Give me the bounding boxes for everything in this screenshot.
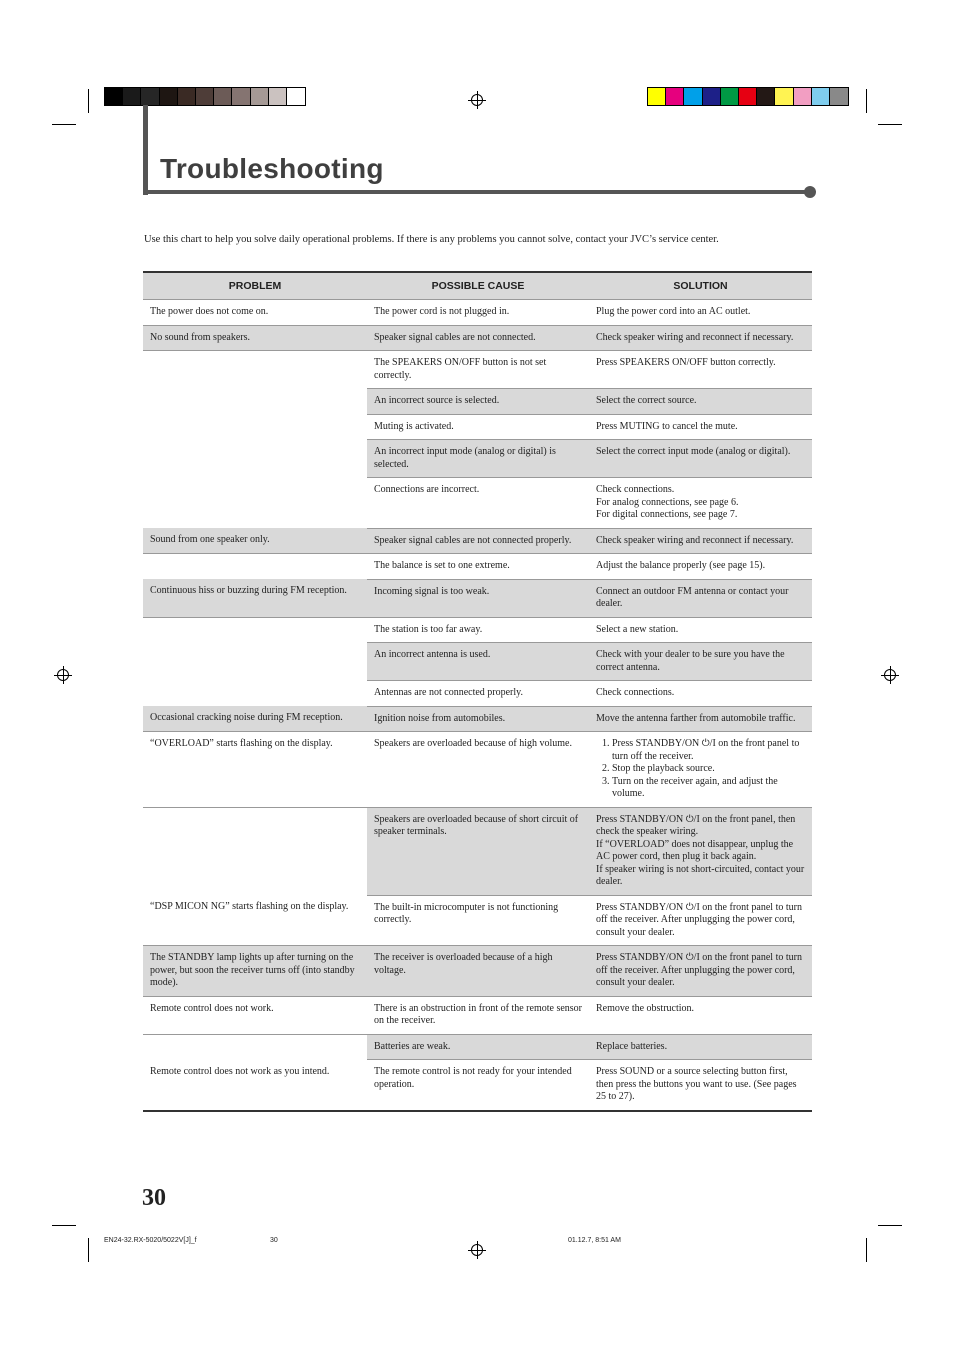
cause-cell: Antennas are not connected properly. — [367, 681, 589, 707]
color-swatch — [684, 88, 702, 105]
crop-mark — [88, 89, 89, 113]
solution-cell: Press SOUND or a source selecting button first, then press the buttons you want to use. (See pages 25 to 27). — [589, 1060, 812, 1111]
solution-cell — [589, 478, 812, 529]
registration-mark-icon — [468, 91, 486, 109]
page-number: 30 — [142, 1185, 166, 1211]
solution-cell: Adjust the balance properly (see page 15). — [589, 554, 812, 580]
color-swatch — [232, 88, 250, 105]
problem-cell: Sound from one speaker only. — [143, 528, 367, 554]
registration-mark-icon — [881, 666, 899, 684]
title-frame-left — [143, 105, 148, 195]
cause-cell: An incorrect source is selected. — [367, 389, 589, 415]
color-swatch — [757, 88, 775, 105]
solution-steps — [596, 738, 805, 801]
crop-mark — [866, 1238, 867, 1262]
color-swatch — [251, 88, 269, 105]
crop-mark — [52, 124, 76, 125]
header-cause: POSSIBLE CAUSE — [367, 272, 589, 300]
solution-cell: Press STANDBY/ON ⏻/I on the front panel to turn off the receiver. After unplugging the power cord, consult your dealer. — [589, 895, 812, 946]
solution-cell: Press MUTING to cancel the mute. — [589, 414, 812, 440]
solution-step: 2. Stop the playback source. — [612, 763, 805, 776]
color-swatch — [269, 88, 287, 105]
footer-page: 30 — [270, 1237, 278, 1244]
color-swatch — [214, 88, 232, 105]
intro-text: Use this chart to help you solve daily operational problems. If there is any problems you cannot solve, contact your JVC’s service center. — [144, 234, 719, 245]
problem-cell: “OVERLOAD” starts flashing on the display. — [143, 732, 367, 808]
color-swatch — [666, 88, 684, 105]
title-underline — [143, 190, 810, 194]
crop-mark — [52, 1225, 76, 1226]
header-solution: SOLUTION — [589, 272, 812, 300]
troubleshooting-table — [143, 271, 812, 1112]
color-swatch — [739, 88, 757, 105]
footer-date: 01.12.7, 8:51 AM — [568, 1237, 621, 1244]
solution-cell: Check connections. — [589, 681, 812, 707]
problem-cell: The power does not come on. — [143, 300, 367, 326]
color-swatch — [830, 88, 848, 105]
cause-cell: The SPEAKERS ON/OFF button is not set correctly. — [367, 351, 589, 389]
solution-step: 1. Press STANDBY/ON ⏻/I on the front panel to turn off the receiver. — [612, 738, 805, 763]
solution-cell: Check speaker wiring and reconnect if necessary. — [589, 528, 812, 554]
solution-cell: Check speaker wiring and reconnect if necessary. — [589, 325, 812, 351]
footer-filename: EN24-32.RX-5020/5022V[J]_f — [104, 1237, 197, 1244]
solution-cell: Select the correct source. — [589, 389, 812, 415]
cause-cell: Speakers are overloaded because of short circuit of speaker terminals. — [367, 807, 589, 895]
cause-cell: The remote control is not ready for your intended operation. — [367, 1060, 589, 1111]
crop-mark — [878, 124, 902, 125]
cause-cell: The power cord is not plugged in. — [367, 300, 589, 326]
cause-cell: Incoming signal is too weak. — [367, 579, 589, 617]
cause-cell: Speaker signal cables are not connected properly. — [367, 528, 589, 554]
problem-cell: Remote control does not work as you intend. — [143, 1060, 367, 1111]
crop-mark — [878, 1225, 902, 1226]
cause-cell: The station is too far away. — [367, 617, 589, 643]
solution-cell: Press SPEAKERS ON/OFF button correctly. — [589, 351, 812, 389]
solution-cell: Move the antenna farther from automobile traffic. — [589, 706, 812, 732]
solution-cell: Replace batteries. — [589, 1034, 812, 1060]
cause-cell: The built-in microcomputer is not functioning correctly. — [367, 895, 589, 946]
cause-cell: Speaker signal cables are not connected. — [367, 325, 589, 351]
solution-cell — [589, 807, 812, 895]
solution-cell: Connect an outdoor FM antenna or contact your dealer. — [589, 579, 812, 617]
header-problem: PROBLEM — [143, 272, 367, 300]
solution-line: If “OVERLOAD” does not disappear, unplug the AC power cord, then plug it back again. — [596, 838, 794, 862]
solution-cell: Select the correct input mode (analog or digital). — [589, 440, 812, 478]
solution-line: Press STANDBY/ON ⏻/I on the front panel, then check the speaker wiring. — [596, 813, 796, 837]
problem-cell: Remote control does not work. — [143, 996, 367, 1034]
solution-cell: Check with your dealer to be sure you have the correct antenna. — [589, 643, 812, 681]
registration-mark-icon — [54, 666, 72, 684]
color-swatch — [775, 88, 793, 105]
color-swatch — [287, 88, 305, 105]
problem-cell: No sound from speakers. — [143, 325, 367, 351]
solution-cell: Select a new station. — [589, 617, 812, 643]
color-swatch — [721, 88, 739, 105]
problem-cell: “DSP MICON NG” starts flashing on the display. — [143, 895, 367, 946]
registration-mark-icon — [468, 1241, 486, 1259]
problem-cell: The STANDBY lamp lights up after turning on the power, but soon the receiver turns off (into standby mode). — [143, 946, 367, 997]
solution-line: For analog connections, see page 6. — [596, 496, 739, 508]
color-swatch — [141, 88, 159, 105]
solution-cell: Remove the obstruction. — [589, 996, 812, 1034]
cause-cell: Batteries are weak. — [367, 1034, 589, 1060]
color-swatch — [105, 88, 123, 105]
solution-cell: Press STANDBY/ON ⏻/I on the front panel to turn off the receiver. After unplugging the power cord, consult your dealer. — [589, 946, 812, 997]
problem-cell: Continuous hiss or buzzing during FM reception. — [143, 579, 367, 617]
solution-cell: Plug the power cord into an AC outlet. — [589, 300, 812, 326]
color-swatch — [648, 88, 666, 105]
color-swatch — [812, 88, 830, 105]
problem-cell: Occasional cracking noise during FM reception. — [143, 706, 367, 732]
color-swatch — [160, 88, 178, 105]
cause-cell: Connections are incorrect. — [367, 478, 589, 529]
solution-cell — [589, 732, 812, 808]
color-swatch — [123, 88, 141, 105]
cause-cell: Ignition noise from automobiles. — [367, 706, 589, 732]
crop-mark — [866, 89, 867, 113]
cause-cell: Speakers are overloaded because of high volume. — [367, 732, 589, 808]
cause-cell: Muting is activated. — [367, 414, 589, 440]
solution-line: Check connections. — [596, 484, 675, 495]
page-title: Troubleshooting — [160, 153, 384, 184]
solution-line: If speaker wiring is not short-circuited, contact your dealer. — [596, 863, 805, 887]
cause-cell: There is an obstruction in front of the remote sensor on the receiver. — [367, 996, 589, 1034]
color-swatch — [703, 88, 721, 105]
color-swatch — [794, 88, 812, 105]
color-swatch — [196, 88, 214, 105]
solution-line: For digital connections, see page 7. — [596, 509, 738, 520]
cause-cell: An incorrect antenna is used. — [367, 643, 589, 681]
title-end-dot — [804, 186, 816, 198]
solution-step: 3. Turn on the receiver again, and adjust the volume. — [612, 776, 805, 801]
color-swatch — [178, 88, 196, 105]
cause-cell: An incorrect input mode (analog or digital) is selected. — [367, 440, 589, 478]
cause-cell: The balance is set to one extreme. — [367, 554, 589, 580]
crop-mark — [88, 1238, 89, 1262]
cause-cell: The receiver is overloaded because of a high voltage. — [367, 946, 589, 997]
